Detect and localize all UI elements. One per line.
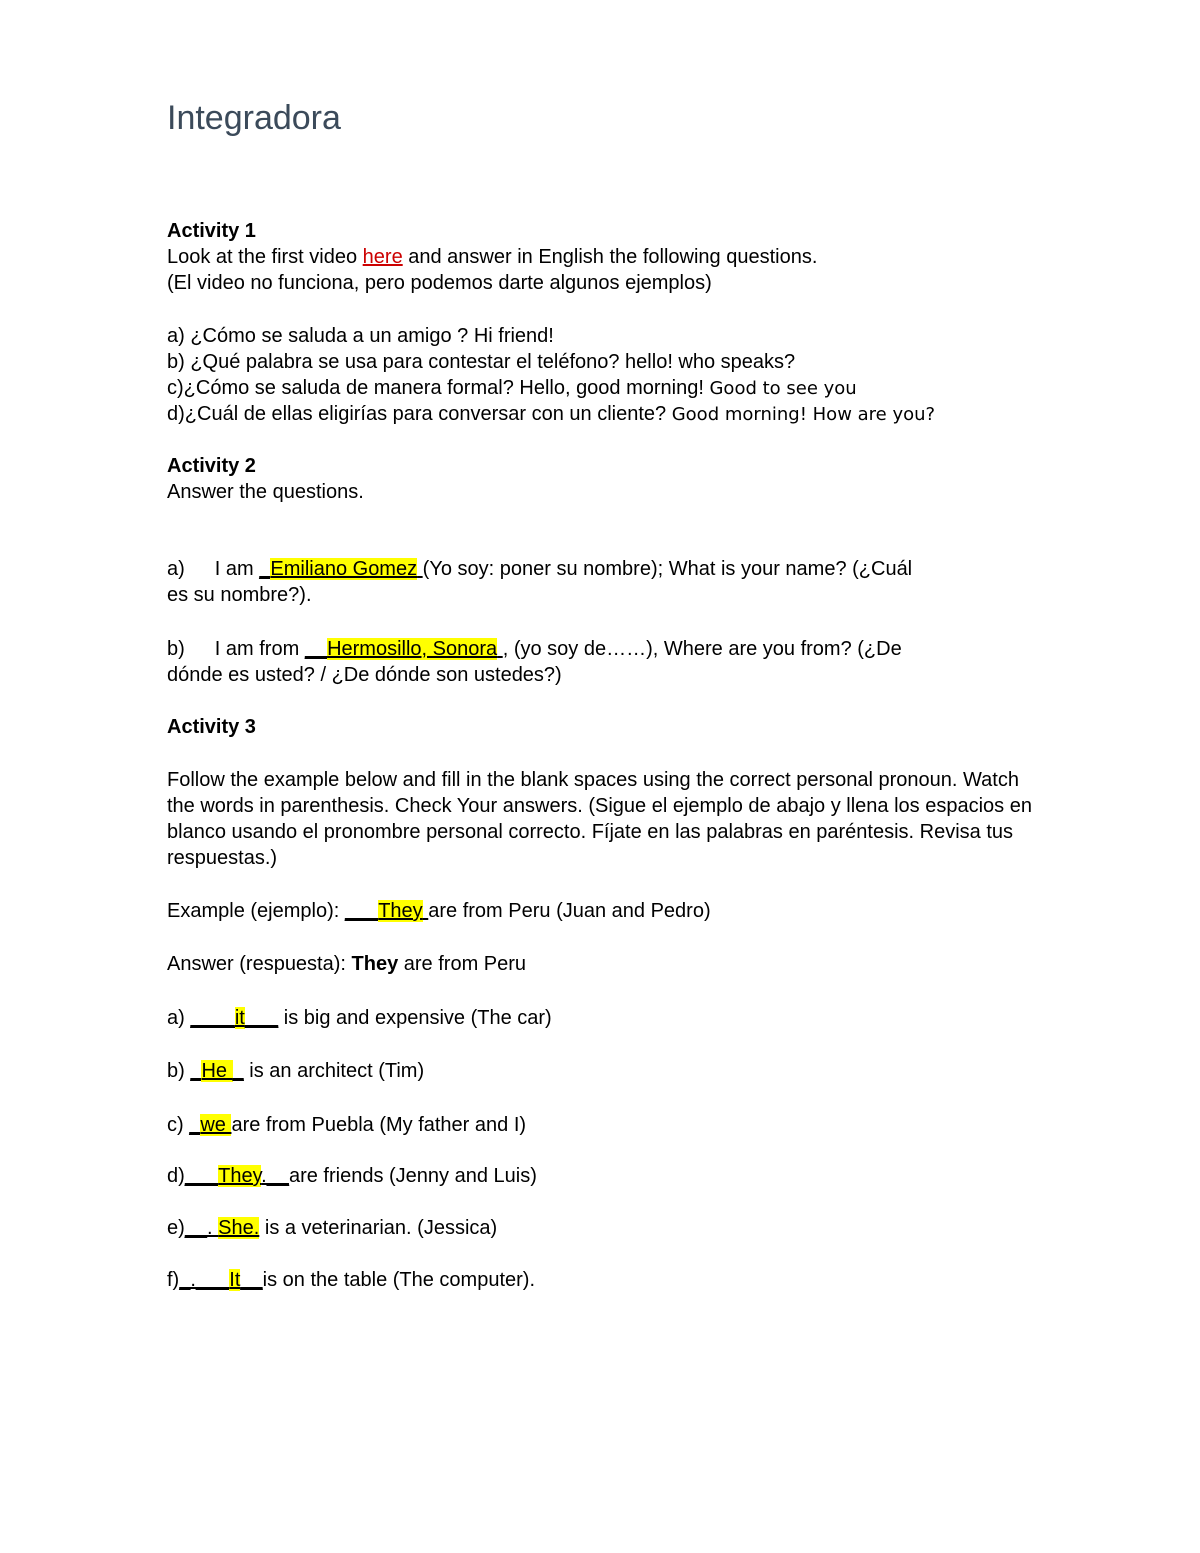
blank: __.: [184, 1217, 219, 1239]
blank: ___: [244, 1007, 279, 1029]
activity3-item-a: [167, 1005, 1047, 1031]
item-label: d): [167, 1165, 185, 1187]
activity1-question-a: a) ¿Cómo se saluda a un amigo ? Hi friend!: [167, 325, 554, 347]
item-text: is big and expensive (The car): [278, 1007, 552, 1029]
activity2-item-a-cont: es su nombre?).: [167, 584, 312, 606]
answer-text: Good morning! How are you?: [671, 404, 936, 425]
answer-highlight: it: [234, 1007, 245, 1029]
item-label: a): [167, 1007, 191, 1029]
item-label: b): [167, 1060, 191, 1082]
blank: ___: [184, 1165, 219, 1187]
activity3-heading: Activity 3: [167, 716, 256, 738]
answer-highlight: Hermosillo, Sonora: [327, 638, 498, 660]
blank: _: [190, 1060, 202, 1082]
example-label: Example (ejemplo):: [167, 900, 345, 922]
activity3-item-f: [167, 1267, 1047, 1293]
activity3-item-b: [167, 1058, 1047, 1084]
answer-highlight: They: [218, 1165, 262, 1187]
blank: __: [240, 1269, 263, 1291]
activity1-intro: [167, 244, 1047, 270]
item-text: is on the table (The computer).: [262, 1269, 536, 1291]
activity1-question-b: b) ¿Qué palabra se usa para contestar el teléfono? hello! who speaks?: [167, 351, 796, 373]
blank: ___: [344, 900, 379, 922]
blank: _: [232, 1060, 244, 1082]
item-label: e): [167, 1217, 185, 1239]
answer-bold: They: [351, 953, 399, 975]
answer-text: are from Peru: [398, 953, 527, 975]
question-text: c)¿Cómo se saluda de manera formal? Hello, good morning!: [167, 377, 710, 399]
answer-text: Good to see you: [709, 378, 857, 399]
answer-highlight: Emiliano Gomez: [270, 558, 418, 580]
activity2-item-b-cont: dónde es usted? / ¿De dónde son ustedes?): [167, 664, 562, 686]
blank: _: [189, 1114, 201, 1136]
item-text: is an architect (Tim): [243, 1060, 425, 1082]
item-text: , (yo soy de……), Where are you from? (¿De: [502, 638, 902, 660]
activity3-item-c: [167, 1112, 1047, 1138]
answer-highlight: He: [201, 1060, 233, 1082]
item-text: I am from: [214, 638, 305, 660]
blank: __: [304, 638, 328, 660]
example-text: are from Peru (Juan and Pedro): [428, 900, 711, 922]
activity1-question-c: [167, 375, 1047, 402]
activity3-item-d: [167, 1163, 1047, 1189]
intro-text-end: and answer in English the following questions.: [402, 246, 818, 268]
item-text: are friends (Jenny and Luis): [288, 1165, 537, 1187]
answer-highlight: It: [229, 1269, 241, 1291]
item-label: b): [167, 638, 185, 660]
video-link[interactable]: here: [362, 246, 403, 268]
blank: ____: [190, 1007, 235, 1029]
activity1-note: (El video no funciona, pero podemos darte algunos ejemplos): [167, 272, 712, 294]
activity2-item-b: [167, 636, 1047, 662]
answer-highlight: we: [200, 1114, 232, 1136]
activity2-intro: Answer the questions.: [167, 481, 364, 503]
item-label: c): [167, 1114, 190, 1136]
activity3-instructions: Follow the example below and fill in the blank spaces using the correct personal pronoun. Watch the words in parenthesis. Check Your answers. (Sigue el ejemplo de abajo y llena los espacios en blanco usando el pronombre personal correcto. Fíjate en las palabras en paréntesis. Revisa tus respuestas.): [167, 769, 1032, 869]
document-title: Integradora: [167, 99, 341, 137]
activity1-question-d: [167, 401, 1047, 428]
intro-text: Look at the first video: [167, 246, 363, 268]
answer-highlight: She.: [218, 1217, 260, 1239]
blank: .__: [261, 1165, 289, 1187]
activity2-heading: Activity 2: [167, 455, 256, 477]
answer-highlight: They: [378, 900, 423, 922]
activity3-answer: [167, 951, 1047, 977]
blank: _.___: [179, 1269, 230, 1291]
answer-label: Answer (respuesta):: [167, 953, 352, 975]
item-text: are from Puebla (My father and I): [231, 1114, 527, 1136]
item-label: f): [167, 1269, 180, 1291]
activity3-example: [167, 898, 1047, 924]
item-text: I am: [214, 558, 260, 580]
activity2-item-a: [167, 556, 1047, 582]
blank: _: [259, 558, 271, 580]
activity1-heading: Activity 1: [167, 220, 256, 242]
item-text: is a veterinarian. (Jessica): [259, 1217, 498, 1239]
item-label: a): [167, 558, 185, 580]
item-text: (Yo soy: poner su nombre); What is your name? (¿Cuál: [422, 558, 913, 580]
question-text: d)¿Cuál de ellas eligirías para conversar con un cliente?: [167, 403, 672, 425]
activity3-item-e: [167, 1215, 1047, 1241]
